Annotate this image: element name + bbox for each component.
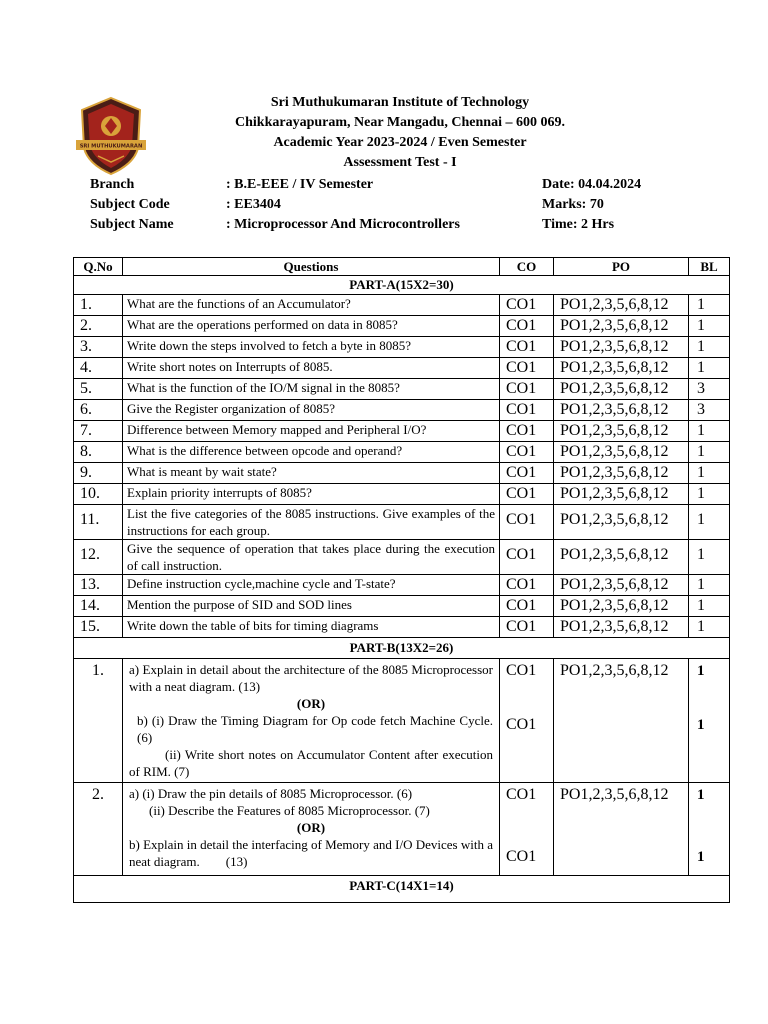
question-bl: 1 [689, 617, 730, 638]
question-bl: 1 [689, 442, 730, 463]
table-row [74, 358, 730, 379]
co-option-a: CO1 [506, 786, 537, 803]
question-text: Write down the table of bits for timing diagrams [123, 617, 500, 638]
header-questions: Questions [123, 258, 500, 276]
question-number: 7. [74, 421, 123, 442]
question-number: 15. [74, 617, 123, 638]
part-b-question-text [123, 659, 500, 783]
exam-marks: Marks: 70 [542, 197, 604, 212]
institute-logo [76, 96, 146, 176]
table-header-row [74, 258, 730, 276]
question-number: 13. [74, 575, 123, 596]
table-row [74, 337, 730, 358]
part-b-row [74, 638, 730, 659]
question-text: Write down the steps involved to fetch a byte in 8085? [123, 337, 500, 358]
question-bl: 1 [689, 358, 730, 379]
question-bl: 1 [689, 295, 730, 316]
question-bl: 1 [689, 505, 730, 540]
question-bl: 1 [689, 463, 730, 484]
table-row [74, 316, 730, 337]
question-co: CO1 [500, 379, 554, 400]
co-option-b: CO1 [506, 848, 537, 865]
question-number: 12. [74, 540, 123, 575]
part-b-number: 2. [74, 783, 123, 876]
bl-option-a: 1 [697, 787, 705, 803]
co-option-b: CO1 [506, 716, 537, 733]
question-co: CO1 [500, 295, 554, 316]
part-c-title: PART-C(14X1=14) [74, 876, 730, 903]
part-b-question-text [123, 783, 500, 876]
part-a-title: PART-A(15X2=30) [74, 276, 730, 295]
question-text: What is the difference between opcode and operand? [123, 442, 500, 463]
question-po: PO1,2,3,5,6,8,12 [554, 337, 689, 358]
question-text: Write short notes on Interrupts of 8085. [123, 358, 500, 379]
question-po: PO1,2,3,5,6,8,12 [554, 295, 689, 316]
question-po: PO1,2,3,5,6,8,12 [554, 379, 689, 400]
question-number: 1. [74, 295, 123, 316]
question-co: CO1 [500, 337, 554, 358]
exam-date: Date: 04.04.2024 [542, 177, 642, 192]
question-po: PO1,2,3,5,6,8,12 [554, 316, 689, 337]
header-qno: Q.No [74, 258, 123, 276]
question-number: 5. [74, 379, 123, 400]
question-text: What are the operations performed on data in 8085? [123, 316, 500, 337]
question-po: PO1,2,3,5,6,8,12 [554, 421, 689, 442]
question-bl: 1 [689, 596, 730, 617]
question-number: 9. [74, 463, 123, 484]
question-po: PO1,2,3,5,6,8,12 [554, 442, 689, 463]
part-c-row [74, 876, 730, 903]
question-option-a-part-2: (ii) Describe the Features of 8085 Microprocessor. (7) [149, 803, 430, 818]
question-co: CO1 [500, 505, 554, 540]
bl-option-b: 1 [697, 717, 705, 733]
question-text: Mention the purpose of SID and SOD lines [123, 596, 500, 617]
question-option-b: b) Explain in detail the interfacing of Memory and I/O Devices with a neat diagram. (13) [129, 837, 497, 869]
question-co: CO1 [500, 540, 554, 575]
subject-code-label: Subject Code [90, 197, 170, 212]
table-row [74, 505, 730, 540]
question-text: What is meant by wait state? [123, 463, 500, 484]
question-bl: 1 [689, 421, 730, 442]
question-co: CO1 [500, 442, 554, 463]
table-row [74, 295, 730, 316]
question-bl: 3 [689, 379, 730, 400]
part-a-questions [74, 295, 730, 638]
test-title: Assessment Test - I [343, 155, 457, 170]
question-option-b-part-2: (ii) Write short notes on Accumulator Content after execution of RIM. (7) [129, 747, 493, 779]
table-row [74, 379, 730, 400]
bl-option-a: 1 [697, 663, 705, 679]
question-text: What are the functions of an Accumulator? [123, 295, 500, 316]
part-b-number: 1. [74, 659, 123, 783]
question-po: PO1,2,3,5,6,8,12 [554, 400, 689, 421]
question-text: Difference between Memory mapped and Peripheral I/O? [123, 421, 500, 442]
institute-address: Chikkarayapuram, Near Mangadu, Chennai – 600 069. [235, 115, 565, 130]
institute-name: Sri Muthukumaran Institute of Technology [270, 95, 530, 110]
exam-time: Time: 2 Hrs [542, 217, 615, 232]
question-co: CO1 [500, 596, 554, 617]
or-separator: (OR) [296, 696, 326, 711]
question-bl: 1 [689, 337, 730, 358]
question-co: CO1 [500, 400, 554, 421]
question-text: List the five categories of the 8085 instructions. Give examples of the instructions for each group. [123, 505, 500, 540]
question-co: CO1 [500, 316, 554, 337]
part-b-title: PART-B(13X2=26) [74, 638, 730, 659]
question-bl: 1 [689, 575, 730, 596]
question-co: CO1 [500, 421, 554, 442]
part-b-bl [689, 783, 730, 876]
question-option-a: a) Explain in detail about the architecture of the 8085 Microprocessor with a neat diagram. (13) [129, 662, 493, 694]
header-co: CO [500, 258, 554, 276]
table-row [74, 575, 730, 596]
question-number: 14. [74, 596, 123, 617]
question-option-b-part-1: b) (i) Draw the Timing Diagram for Op code fetch Machine Cycle. (6) [137, 713, 493, 745]
table-row [74, 484, 730, 505]
table-row [74, 442, 730, 463]
question-po: PO1,2,3,5,6,8,12 [554, 358, 689, 379]
question-po: PO1,2,3,5,6,8,12 [554, 617, 689, 638]
question-number: 10. [74, 484, 123, 505]
part-b-po: PO1,2,3,5,6,8,12 [554, 783, 689, 876]
part-a-row [74, 276, 730, 295]
bl-option-b: 1 [697, 849, 705, 865]
or-separator: (OR) [296, 820, 326, 835]
academic-year: Academic Year 2023-2024 / Even Semester [273, 135, 527, 150]
table-row [74, 617, 730, 638]
question-co: CO1 [500, 617, 554, 638]
question-number: 11. [74, 505, 123, 540]
part-b-bl [689, 659, 730, 783]
question-text: Give the sequence of operation that takes place during the execution of call instruction. [123, 540, 500, 575]
branch-label: Branch [90, 177, 135, 192]
question-po: PO1,2,3,5,6,8,12 [554, 484, 689, 505]
part-b-question-1 [74, 659, 730, 783]
question-po: PO1,2,3,5,6,8,12 [554, 505, 689, 540]
question-text: Explain priority interrupts of 8085? [123, 484, 500, 505]
question-bl: 1 [689, 540, 730, 575]
table-row [74, 540, 730, 575]
subject-code-value: : EE3404 [226, 197, 281, 212]
header-bl: BL [689, 258, 730, 276]
question-bl: 3 [689, 400, 730, 421]
question-number: 6. [74, 400, 123, 421]
header-po: PO [554, 258, 689, 276]
part-b-po: PO1,2,3,5,6,8,12 [554, 659, 689, 783]
question-number: 4. [74, 358, 123, 379]
question-option-a-part-1: a) (i) Draw the pin details of 8085 Microprocessor. (6) [129, 786, 413, 801]
question-text: Define instruction cycle,machine cycle and T-state? [123, 575, 500, 596]
question-co: CO1 [500, 575, 554, 596]
co-option-a: CO1 [506, 662, 537, 679]
subject-name-label: Subject Name [90, 217, 174, 232]
question-po: PO1,2,3,5,6,8,12 [554, 575, 689, 596]
table-row [74, 421, 730, 442]
logo-text: SRI MUTHUKUMARAN [79, 143, 143, 150]
table-row [74, 463, 730, 484]
part-b-co [500, 783, 554, 876]
question-number: 8. [74, 442, 123, 463]
question-table [73, 257, 730, 903]
question-co: CO1 [500, 358, 554, 379]
question-co: CO1 [500, 484, 554, 505]
branch-value: : B.E-EEE / IV Semester [226, 177, 374, 192]
question-bl: 1 [689, 484, 730, 505]
question-po: PO1,2,3,5,6,8,12 [554, 540, 689, 575]
question-number: 3. [74, 337, 123, 358]
subject-name-value: : Microprocessor And Microcontrollers [226, 217, 460, 232]
question-number: 2. [74, 316, 123, 337]
part-b-co [500, 659, 554, 783]
question-co: CO1 [500, 463, 554, 484]
part-b-question-2 [74, 783, 730, 876]
question-text: What is the function of the IO/M signal in the 8085? [123, 379, 500, 400]
question-bl: 1 [689, 316, 730, 337]
table-row [74, 400, 730, 421]
question-po: PO1,2,3,5,6,8,12 [554, 596, 689, 617]
question-text: Give the Register organization of 8085? [123, 400, 500, 421]
question-po: PO1,2,3,5,6,8,12 [554, 463, 689, 484]
table-row [74, 596, 730, 617]
